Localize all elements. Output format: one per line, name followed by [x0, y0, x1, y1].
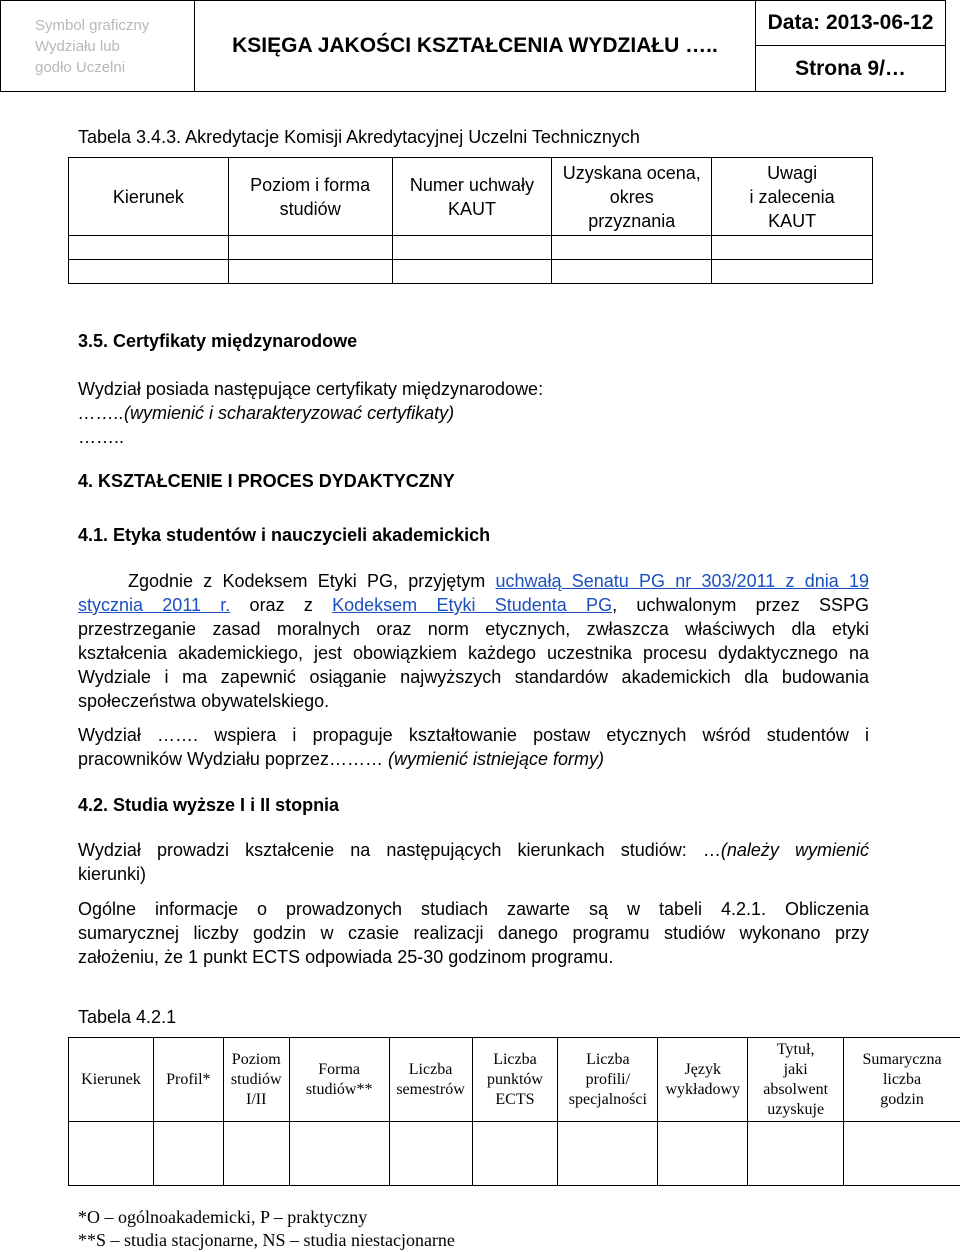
table-cell[interactable]: [153, 1122, 223, 1186]
header-cell: Poziom i forma studiów: [228, 158, 392, 236]
header-cell: Język wykładowy: [658, 1038, 748, 1122]
table-cell[interactable]: [69, 1122, 154, 1186]
table-cell[interactable]: [712, 260, 873, 284]
study-programmes-table: [68, 1037, 960, 1186]
text-line: Wydział prowadzi kształcenie na następujących kierunkach studiów: …(należy wymienić: [78, 840, 869, 860]
table-cell[interactable]: [69, 260, 229, 284]
header-cell: Uzyskana ocena, okres przyznania: [552, 158, 712, 236]
header-cell: Kierunek: [69, 1038, 154, 1122]
student-ethics-code-link[interactable]: Kodeksem Etyki Studenta PG: [332, 595, 613, 615]
header-cell: Profil*: [153, 1038, 223, 1122]
table-cell[interactable]: [712, 236, 873, 260]
header-cell: Liczba profili/ specjalności: [558, 1038, 658, 1122]
table-cell[interactable]: [389, 1122, 472, 1186]
table-cell[interactable]: [844, 1122, 960, 1186]
section-heading: 4. KSZTAŁCENIE I PROCES DYDAKTYCZNY: [78, 471, 455, 491]
paragraph: Wydział posiada następujące certyfikaty międzynarodowe:: [78, 379, 544, 399]
table-cell[interactable]: [748, 1122, 844, 1186]
table-row: [69, 1122, 960, 1186]
table-cell[interactable]: [223, 1122, 289, 1186]
text-line: pracowników Wydziału poprzez……… (wymienić istniejące formy): [78, 749, 604, 769]
section-heading: 4.2. Studia wyższe I i II stopnia: [78, 795, 340, 815]
table-cell[interactable]: [228, 260, 392, 284]
section-heading: 3.5. Certyfikaty międzynarodowe: [78, 331, 358, 351]
text-line: stycznia 2011 r. oraz z Kodeksem Etyki Studenta PG, uchwalonym przez SSPG: [78, 595, 869, 615]
text-line: Ogólne informacje o prowadzonych studiach zawarte są w tabeli 4.2.1. Obliczenia: [78, 899, 869, 919]
table-caption: Tabela 3.4.3. Akredytacje Komisji Akredytacyjnej Uczelni Technicznych: [78, 127, 640, 147]
text-line: przestrzeganie zasad moralnych oraz norm etycznych, zwłaszcza właściwych dla etyki: [78, 619, 869, 639]
section-heading: 4.1. Etyka studentów i nauczycieli akademickich: [78, 525, 491, 545]
senate-resolution-link[interactable]: uchwałą Senatu PG nr 303/2011 z dnia 19: [495, 571, 870, 591]
table-cell[interactable]: [289, 1122, 389, 1186]
ethics-paragraph-2: [78, 723, 869, 771]
programmes-info-paragraph: [78, 897, 869, 969]
text-line: Wydziale i ma zapewnić osiąganie najwyższych standardów akademickich dla budowania: [78, 667, 869, 687]
table-cell[interactable]: [228, 236, 392, 260]
table-header-row: [69, 158, 873, 236]
table-cell[interactable]: [392, 236, 552, 260]
header-cell: Tytuł, jaki absolwent uzyskuje: [748, 1038, 844, 1122]
header-cell: Forma studiów**: [289, 1038, 389, 1122]
table-cell[interactable]: [69, 236, 229, 260]
logo-placeholder: [0, 0, 195, 92]
table-cell[interactable]: [558, 1122, 658, 1186]
text-line: Wydział ……. wspiera i propaguje kształtowanie postaw etycznych wśród studentów i: [78, 725, 869, 745]
table-caption: Tabela 4.2.1: [78, 1007, 177, 1027]
table-cell[interactable]: [658, 1122, 748, 1186]
accreditation-table: [68, 157, 873, 284]
paragraph: ……..: [78, 427, 125, 447]
table-cell[interactable]: [552, 260, 712, 284]
table-header-row: [69, 1038, 960, 1122]
page-number: Strona 9/…: [755, 45, 946, 92]
text-line: społeczeństwa obywatelskiego.: [78, 691, 330, 711]
logo-line: Symbol graficzny: [35, 17, 150, 34]
footnote: *O – ogólnoakademicki, P – praktyczny: [78, 1207, 368, 1227]
header-cell: Liczba punktów ECTS: [472, 1038, 558, 1122]
ethics-paragraph: [78, 569, 869, 713]
logo-line: Wydziału lub: [35, 38, 120, 55]
header-cell: Poziom studiów I/II: [223, 1038, 289, 1122]
table-cell[interactable]: [472, 1122, 558, 1186]
header-cell: Sumaryczna liczba godzin: [844, 1038, 960, 1122]
table-cell[interactable]: [392, 260, 552, 284]
header-cell: Liczba semestrów: [389, 1038, 472, 1122]
logo-line: godło Uczelni: [35, 59, 126, 76]
document-date: Data: 2013-06-12: [755, 0, 946, 46]
text-line: kształcenia akademickiego, jest obowiązkiem każdego uczestnika procesu dydaktycznego na: [78, 643, 869, 663]
table-cell[interactable]: [552, 236, 712, 260]
table-row: [69, 236, 873, 260]
document-title: KSIĘGA JAKOŚCI KSZTAŁCENIA WYDZIAŁU …..: [194, 0, 756, 92]
text-line: Zgodnie z Kodeksem Etyki PG, przyjętym uchwałą Senatu PG nr 303/2011 z dnia 19: [128, 571, 870, 591]
programmes-paragraph: [78, 838, 869, 886]
table-row: [69, 260, 873, 284]
footnote: **S – studia stacjonarne, NS – studia niestacjonarne: [78, 1230, 455, 1250]
header-cell: Numer uchwały KAUT: [392, 158, 552, 236]
senate-resolution-link[interactable]: stycznia 2011 r.: [78, 595, 231, 615]
header-cell: Kierunek: [69, 158, 229, 236]
paragraph: ……..(wymienić i scharakteryzować certyfikaty): [78, 403, 455, 423]
page-header: [0, 0, 946, 92]
text-line: sumarycznej liczby godzin w czasie realizacji danego programu studiów wykonano przy: [78, 923, 869, 943]
header-cell: Uwagi i zalecenia KAUT: [712, 158, 873, 236]
text-line: założeniu, że 1 punkt ECTS odpowiada 25-30 godzinom programu.: [78, 947, 614, 967]
text-line: kierunki): [78, 864, 147, 884]
